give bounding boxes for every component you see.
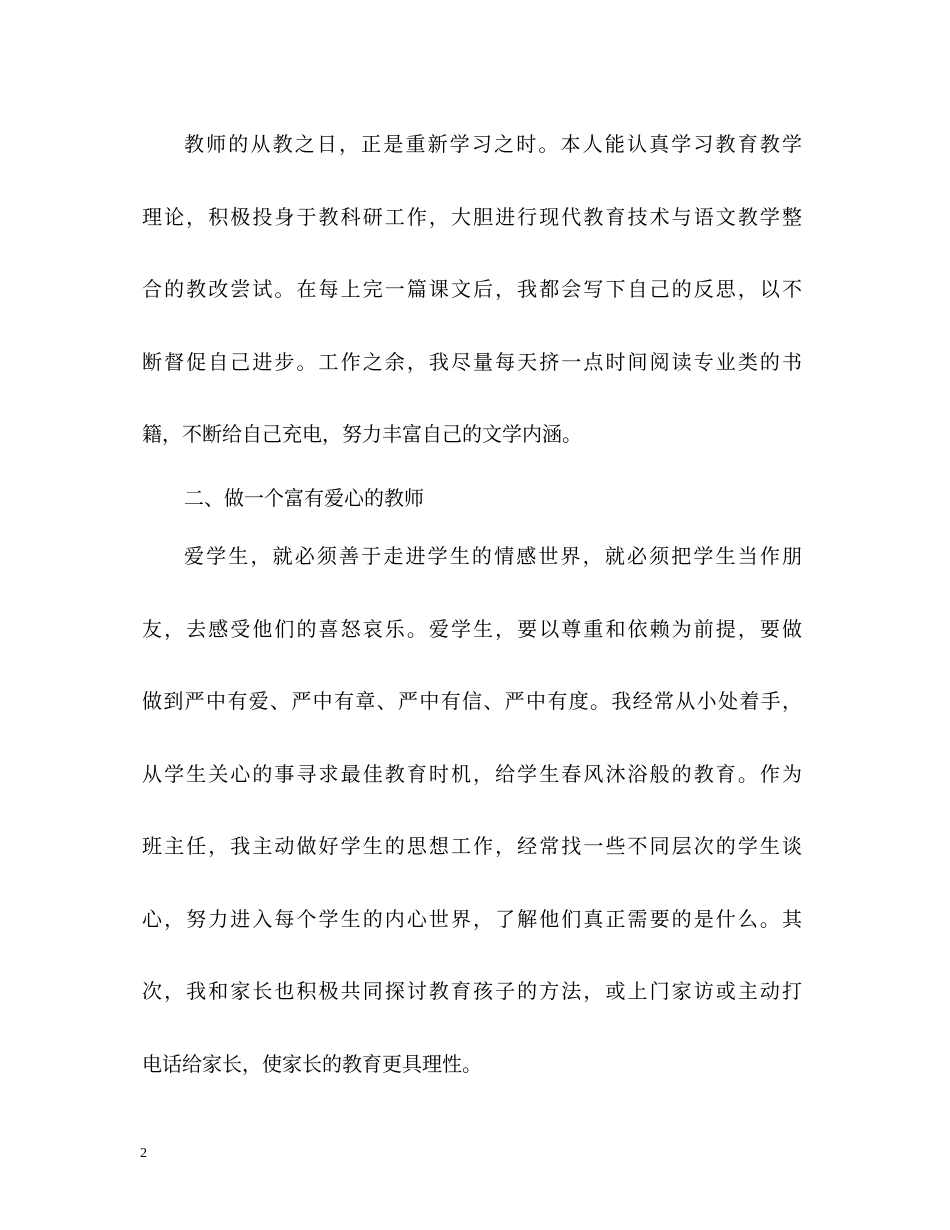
page-number: 2 — [140, 1146, 147, 1161]
paragraph-1-line-4: 断督促自己进步。工作之余，我尽量每天挤一点时间阅读专业类的书 — [142, 350, 802, 374]
paragraph-2-line-4: 从学生关心的事寻求最佳教育时机，给学生春风沐浴般的教育。作为 — [142, 762, 802, 786]
section-heading: 二、做一个富有爱心的教师 — [184, 486, 424, 510]
paragraph-2-line-5: 班主任，我主动做好学生的思想工作，经常找一些不同层次的学生谈 — [142, 834, 802, 858]
paragraph-1-line-1: 教师的从教之日，正是重新学习之时。本人能认真学习教育教学 — [184, 132, 802, 156]
paragraph-1-line-3: 合的教改尝试。在每上完一篇课文后，我都会写下自己的反思，以不 — [142, 277, 802, 301]
paragraph-1-line-2: 理论，积极投身于教科研工作，大胆进行现代教育技术与语文教学整 — [142, 205, 802, 229]
paragraph-1-line-5: 籍，不断给自己充电，努力丰富自己的文学内涵。 — [142, 422, 582, 446]
paragraph-2-line-7: 次，我和家长也积极共同探讨教育孩子的方法，或上门家访或主动打 — [142, 979, 802, 1003]
paragraph-2-line-1: 爱学生，就必须善于走进学生的情感世界，就必须把学生当作朋 — [184, 544, 802, 568]
paragraph-2-line-3: 做到严中有爱、严中有章、严中有信、严中有度。我经常从小处着手， — [142, 689, 802, 713]
paragraph-2-line-8: 电话给家长，使家长的教育更具理性。 — [142, 1052, 482, 1076]
paragraph-2-line-6: 心，努力进入每个学生的内心世界，了解他们真正需要的是什么。其 — [142, 907, 802, 931]
paragraph-2-line-2: 友，去感受他们的喜怒哀乐。爱学生，要以尊重和依赖为前提，要做 — [142, 617, 802, 641]
